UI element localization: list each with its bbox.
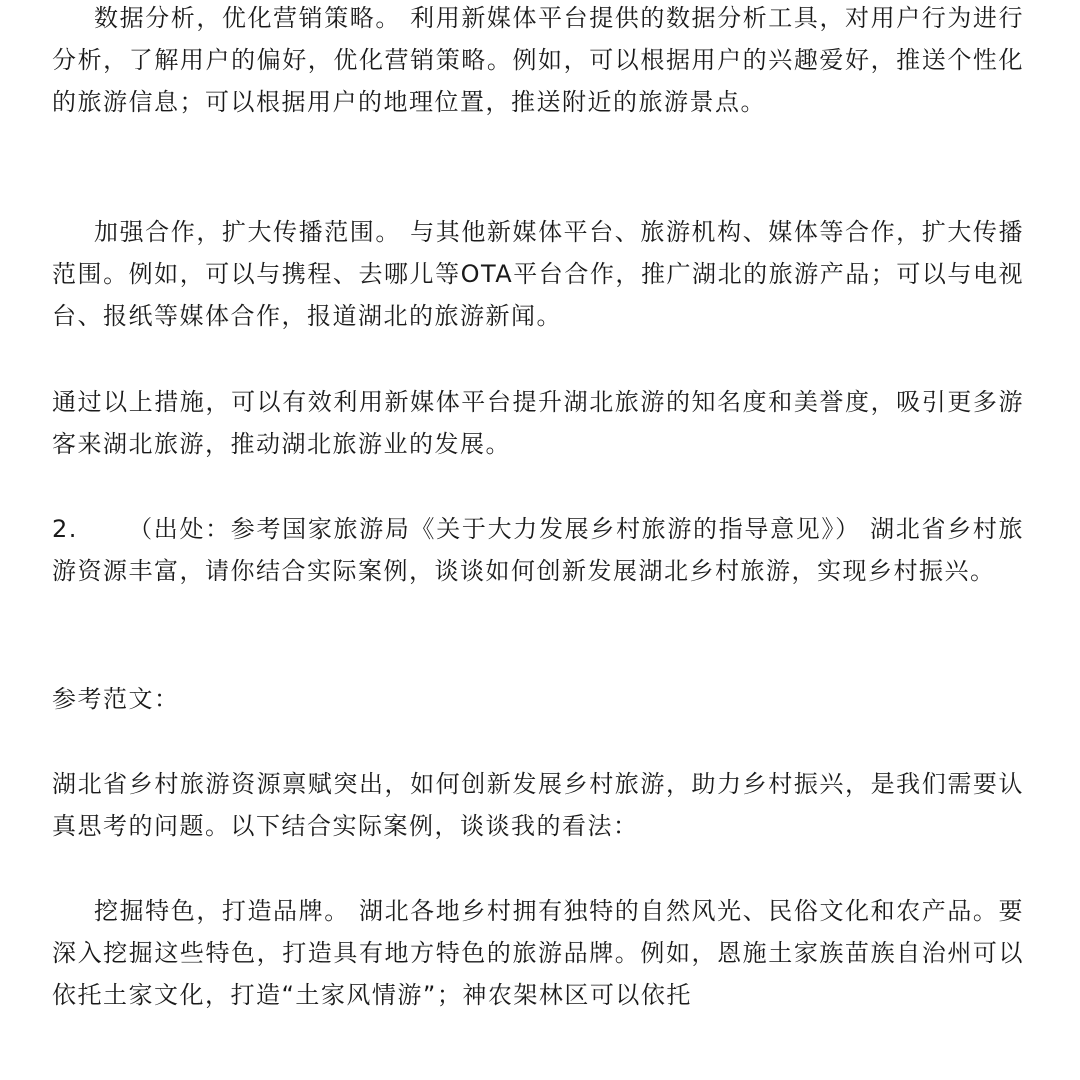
- paragraph-heading: 数据分析，优化营销策略。: [94, 4, 401, 32]
- paragraph-heading: 加强合作，扩大传播范围。: [94, 218, 401, 246]
- document-page: [52, 0, 1024, 1080]
- paragraph-cooperation: [52, 211, 1024, 337]
- paragraph-body: 湖北各地乡村拥有独特的自然风光、民俗文化和农产品。要深入挖掘这些特色，打造具有地方特色的旅游品牌。例如，恩施土家族苗族自治州可以依托土家文化，打造“土家风情游”；神农架林区可以依托: [52, 897, 1024, 1009]
- question-number: 2.: [52, 515, 78, 543]
- paragraph-heading: 挖掘特色，打造品牌。: [94, 897, 350, 925]
- question-2: [52, 508, 1024, 592]
- paragraph-body: 利用新媒体平台提供的数据分析工具，对用户行为进行分析，了解用户的偏好，优化营销策略。例如，可以根据用户的兴趣爱好，推送个性化的旅游信息；可以根据用户的地理位置，推送附近的旅游景点。: [52, 4, 1024, 116]
- paragraph-conclusion: 通过以上措施，可以有效利用新媒体平台提升湖北旅游的知名度和美誉度，吸引更多游客来湖北旅游，推动湖北旅游业的发展。: [52, 388, 1024, 458]
- question-text: （出处：参考国家旅游局《关于大力发展乡村旅游的指导意见》） 湖北省乡村旅游资源丰富，请你结合实际案例，谈谈如何创新发展湖北乡村旅游，实现乡村振兴。: [52, 515, 1024, 585]
- paragraph-data-analysis: [52, 0, 1024, 123]
- paragraph-intro: 湖北省乡村旅游资源禀赋突出，如何创新发展乡村旅游，助力乡村振兴，是我们需要认真思考的问题。以下结合实际案例，谈谈我的看法：: [52, 770, 1024, 840]
- paragraph-brand: [52, 890, 1024, 1016]
- paragraph-body: 与其他新媒体平台、旅游机构、媒体等合作，扩大传播范围。例如，可以与携程、去哪儿等OTA平台合作，推广湖北的旅游产品；可以与电视台、报纸等媒体合作，报道湖北的旅游新闻。: [52, 218, 1024, 330]
- reference-essay-label: 参考范文：: [52, 685, 180, 713]
